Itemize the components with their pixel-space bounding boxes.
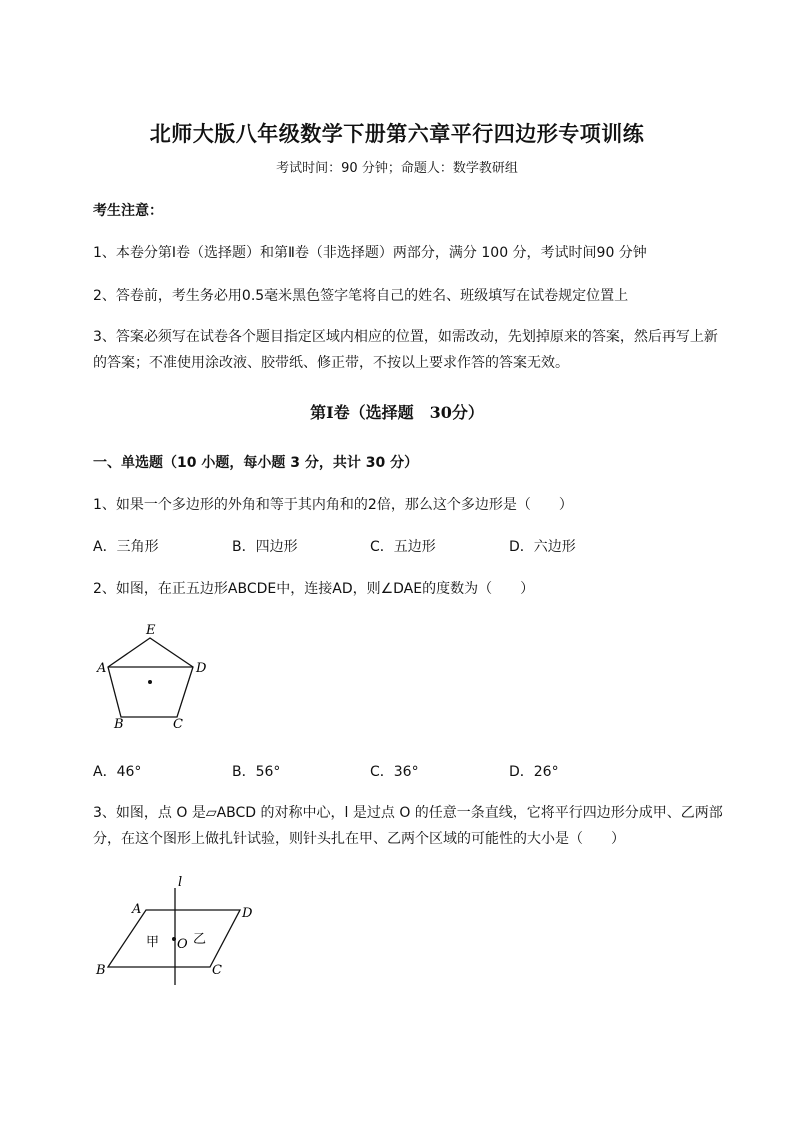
label-o: O (177, 937, 188, 952)
question-2-text: 2、如图，在正五边形ABCDE中，连接AD，则∠DAE的度数为（ ） (93, 581, 535, 597)
label-a-3: A (132, 902, 142, 917)
page-title: 北师大版八年级数学下册第六章平行四边形专项训练 (149, 121, 645, 146)
notice-item-3-cont: 的答案；不准使用涂改液、胶带纸、修正带，不按以上要求作答的答案无效。 (93, 355, 569, 371)
pentagon-shape (108, 638, 193, 717)
label-l: l (178, 875, 183, 890)
exam-info: 考试时间：90 分钟；命题人：数学教研组 (276, 161, 518, 176)
label-e: E (146, 623, 156, 638)
q1-option-b: B．四边形 (232, 539, 298, 555)
section-title: 第Ⅰ卷（选择题 30分） (310, 403, 484, 422)
notice-item-3: 3、答案必须写在试卷各个题目指定区域内相应的位置，如需改动，先划掉原来的答案，然后再写上新 (93, 329, 718, 345)
label-jia: 甲 (146, 935, 160, 950)
part-heading: 一、单选题（10 小题，每小题 3 分，共计 30 分） (93, 455, 419, 471)
q1-option-c: C．五边形 (370, 539, 436, 555)
center-o-dot (172, 937, 176, 941)
notice-item-2: 2、答卷前，考生务必用0.5毫米黑色签字笔将自己的姓名、班级填写在试卷规定位置上 (93, 288, 629, 304)
label-b: B (114, 717, 124, 732)
q2-option-c: C．36° (370, 764, 419, 780)
q1-option-a: A．三角形 (93, 539, 159, 555)
label-b-3: B (96, 963, 106, 978)
label-d: D (196, 661, 207, 676)
q2-option-d: D．26° (509, 764, 559, 780)
q2-option-b: B．56° (232, 764, 281, 780)
question-3-text: 3、如图，点 O 是▱ABCD 的对称中心，l 是过点 O 的任意一条直线，它将平行四边形分成甲、乙两部 (93, 805, 723, 821)
label-a: A (97, 661, 107, 676)
question-3-text-cont: 分，在这个图形上做扎针试验，则针头扎在甲、乙两个区域的可能性的大小是（ ） (93, 831, 625, 847)
label-yi: 乙 (193, 932, 207, 947)
q1-option-d: D．六边形 (509, 539, 576, 555)
question-1-text: 1、如果一个多边形的外角和等于其内角和的2倍，那么这个多边形是（ ） (93, 497, 573, 513)
center-dot (148, 680, 152, 684)
label-c-3: C (212, 963, 222, 978)
notice-item-1: 1、本卷分第Ⅰ卷（选择题）和第Ⅱ卷（非选择题）两部分，满分 100 分，考试时间90 分钟 (93, 245, 647, 261)
notice-heading: 考生注意： (93, 203, 163, 219)
label-d-3: D (242, 906, 253, 921)
label-c: C (173, 717, 183, 732)
q2-option-a: A．46° (93, 764, 142, 780)
